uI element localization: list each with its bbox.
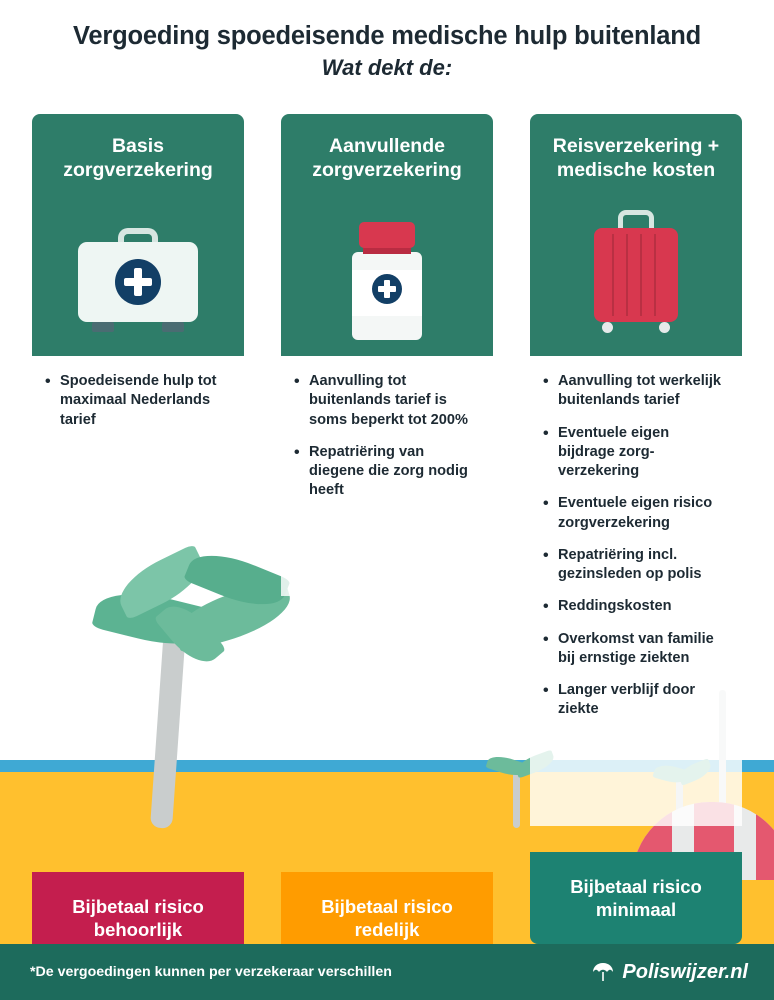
column-body-2 (281, 356, 493, 596)
column-header-1 (32, 114, 244, 356)
list-item: • Eventuele eigen bijdrage zorg-verzekering (542, 424, 728, 482)
list-item: • Repatriëring van diegene die zorg nodig heeft (293, 443, 479, 501)
footer-bar (0, 944, 774, 1000)
risk-label-line2-3: minimaal (595, 899, 677, 920)
list-item: • Spoedeisende hulp tot maximaal Nederlands tarief (44, 372, 230, 430)
bullet-list-3 (542, 372, 728, 720)
list-item: • Aanvulling tot werkelijk buitenlands tarief (542, 372, 728, 411)
risk-label-line2-1: behoorlijk (93, 919, 183, 940)
column-header-3 (530, 114, 742, 356)
first-aid-kit-icon (74, 228, 202, 340)
column-title-line1-1: Basis (111, 135, 165, 157)
page-subtitle: Wat dekt de: (321, 55, 453, 80)
column-body-1 (32, 356, 244, 448)
column-body-3 (530, 356, 742, 826)
column-title-line1-3: Reisverzekering + (552, 135, 720, 157)
header (0, 22, 774, 81)
risk-label-line1-1: Bijbetaal risico (72, 895, 204, 917)
list-item: • Overkomst van familie bij ernstige ziekten (542, 630, 728, 669)
brand-logo[interactable] (592, 961, 748, 984)
bullet-list-2 (293, 372, 479, 501)
page-title: Vergoeding spoedeisende medische hulp buitenland (72, 22, 701, 50)
list-item: • Eventuele eigen risico zorgverzekering (542, 494, 728, 533)
column-title-line2-3: medische kosten (556, 159, 716, 182)
list-item: • Reddingskosten (542, 597, 728, 616)
bullet-list-1 (44, 372, 230, 430)
risk-label-line1-2: Bijbetaal risico (321, 895, 453, 917)
list-item: • Repatriëring incl. gezinsleden op polis (542, 546, 728, 585)
umbrella-logo-icon (592, 962, 614, 982)
risk-label-line1-3: Bijbetaal risico (570, 875, 702, 897)
column-header-2 (281, 114, 493, 356)
risk-label-line2-2: redelijk (354, 919, 420, 940)
list-item: • Langer verblijf door ziekte (542, 681, 728, 720)
column-title-line2-2: zorgverzekering (312, 159, 462, 182)
icon-container-1 (32, 228, 244, 340)
column-basis-zorgverzekering (32, 114, 244, 940)
icon-container-2 (281, 222, 493, 340)
column-title-line1-2: Aanvullende (329, 135, 445, 157)
list-item: • Aanvulling tot buitenlands tarief is soms beperkt tot 200% (293, 372, 479, 430)
pill-bottle-icon (339, 222, 435, 340)
risk-badge-3 (530, 852, 742, 944)
column-title-line2-1: zorgverzekering (63, 159, 213, 182)
column-aanvullende-zorgverzekering (281, 114, 493, 940)
brand-name: Poliswijzer.nl (622, 960, 748, 983)
column-reisverzekering-medische-kosten (530, 114, 742, 920)
icon-container-3 (530, 210, 742, 340)
footnote-text: *De vergoedingen kunnen per verzekeraar verschillen (30, 964, 392, 980)
suitcase-icon (586, 210, 686, 340)
